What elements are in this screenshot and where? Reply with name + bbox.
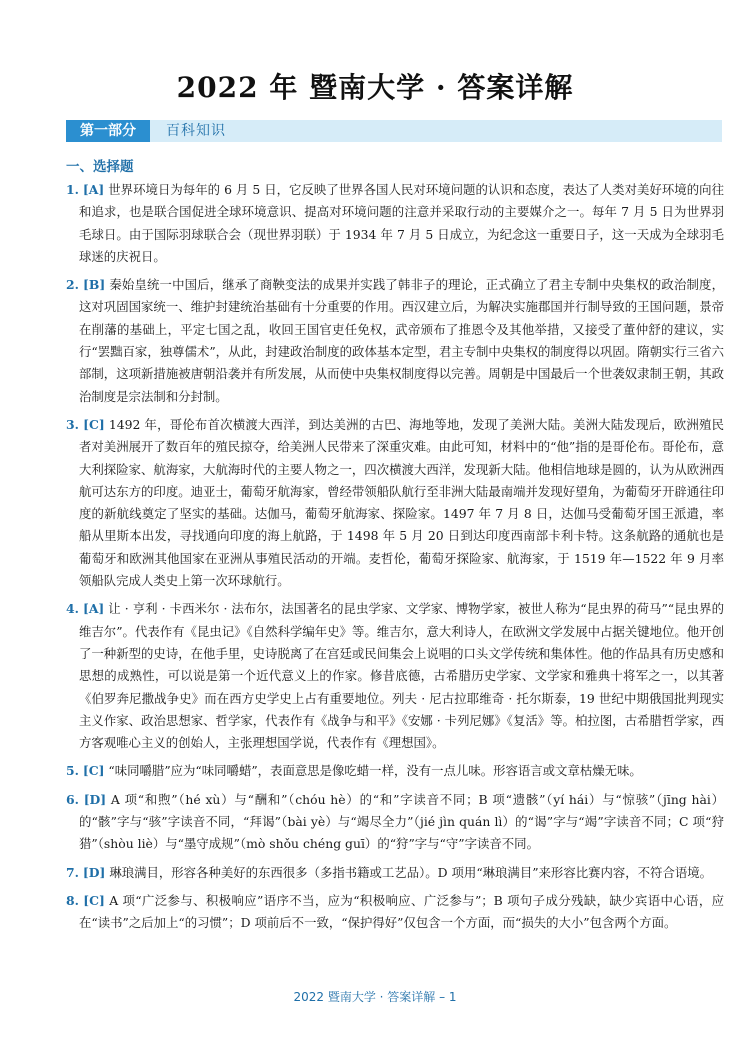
answer-key: [B] — [83, 277, 106, 293]
section-tag: 第一部分 — [66, 120, 150, 142]
question-number: 7. — [66, 864, 79, 880]
subheading: 一、选择题 — [66, 159, 134, 175]
question-item — [66, 274, 724, 408]
answer-key: [C] — [82, 763, 105, 779]
answer-key: [C] — [83, 892, 105, 908]
answer-key: [C] — [83, 416, 105, 432]
explanation-text: 世界环境日为每年的 6 月 5 日，它反映了世界各国人民对环境问题的认识和态度，表达了人类对美好环境的向往和追求，也是联合国促进全球环境意识、提高对环境问题的注意并采取行动的主要媒介之一。每年 7 月 5 日为世界羽毛球日。由于国际羽球联合会（现世界羽联）于 1934 年 7 月 5 日成立，为纪念这一重要日子，这一天成为全球羽毛球迷的庆祝日。 — [79, 182, 724, 264]
explanation-text: 秦始皇统一中国后，继承了商鞅变法的成果并实践了韩非子的理论，正式确立了君主专制中央集权的政治制度，这对巩固国家统一、维护封建统治基础有十分重要的作用。西汉建立后，为解决实施郡国并行制导致的王国问题，景帝在削藩的基础上，平定七国之乱，收回王国官吏任免权，武帝颁布了推恩令及其他举措，又接受了董仲舒的建议，实行“罢黜百家，独尊儒术”，从此，封建政治制度的政体基本定型，君主专制中央集权的制度得以巩固。隋朝实行三省六部制，这项新措施被唐朝沿袭并有所发展，从而使中央集权制度得以完善。周朝是中国最后一个世袭奴隶制王朝，其政治制度是宗法制和分封制。 — [79, 277, 724, 404]
answer-key: [D] — [83, 791, 107, 807]
question-item — [66, 789, 724, 856]
question-item — [66, 414, 724, 592]
question-item — [66, 862, 724, 884]
explanation-text: A 项“和煦”（hé xù）与“酬和”（chóu hè）的“和”字读音不同；B 项“遗骸”（yí hái）与“惊骇”（jīng hài）的“骸”字与“骇”字读音不同，“拜谒”（bài yè）与“竭尽全力”（jié jìn quán lì）的“谒”字与“竭”字读音不同；C 项“狩猎”（shòu liè）与“墨守成规”（mò shǒu chéng guī）的“狩”字与“守”字读音不同。 — [79, 791, 724, 852]
explanation-text: A 项“广泛参与、积极响应”语序不当，应为“积极响应、广泛参与”；B 项句子成分残缺，缺少宾语中心语，应在“读书”之后加上“的习惯”；D 项前后不一致，“保护得好”仅包含一个方面，而“损失的大小”包含两个方面。 — [79, 892, 724, 931]
question-item — [66, 179, 724, 268]
answer-key: [A] — [82, 182, 105, 197]
section-name: 百科知识 — [166, 123, 226, 139]
page-footer: 2022 暨南大学 · 答案详解 – 1 — [293, 990, 457, 1004]
question-number: 2. — [66, 277, 79, 293]
section-header — [66, 120, 722, 142]
question-item — [66, 890, 724, 935]
question-list — [66, 179, 724, 941]
question-item — [66, 598, 724, 754]
question-number: 4. — [66, 601, 79, 617]
question-number: 3. — [66, 416, 79, 432]
question-item — [66, 760, 724, 782]
explanation-text: 琳琅满目，形容各种美好的东西很多（多指书籍或工艺品）。D 项用“琳琅满目”来形容比赛内容，不符合语境。 — [105, 864, 713, 880]
explanation-text: 1492 年，哥伦布首次横渡大西洋，到达美洲的古巴、海地等地，发现了美洲大陆。美洲大陆发现后，欧洲殖民者对美洲展开了数百年的殖民掠夺，给美洲人民带来了深重灾难。由此可知，材料中的“他”指的是哥伦布。哥伦布，意大利探险家、航海家，大航海时代的主要人物之一，四次横渡大西洋，发现新大陆。他相信地球是圆的，认为从欧洲西航可达东方的印度。迪亚士，葡萄牙航海家，曾经带领船队航行至非洲大陆最南端并发现好望角，为葡萄牙开辟通往印度的新航线奠定了坚实的基础。达伽马，葡萄牙航海家、探险家。1497 年 7 月 8 日，达伽马受葡萄牙国王派遣，率船从里斯本出发，寻找通向印度的海上航路，于 1498 年 5 月 20 日到达印度西南部卡利卡特。这条航路的通航也是葡萄牙和欧洲其他国家在亚洲从事殖民活动的开端。麦哲伦，葡萄牙探险家、航海家，于 1519 年—1522 年 9 月率领船队完成人类史上第一次环球航行。 — [79, 416, 724, 589]
explanation-text: 让 · 亨利 · 卡西米尔 · 法布尔，法国著名的昆虫学家、文学家、博物学家，被世人称为“昆虫界的荷马”“昆虫界的维吉尔”。代表作有《昆虫记》《自然科学编年史》等。维吉尔，意大利诗人，在欧洲文学发展中占据关键地位。他开创了一种新型的史诗，在他手里，史诗脱离了在宫廷或民间集会上说唱的口头文学传统和集体性。他的作品具有历史感和思想的成熟性，可以说是第一个近代意义上的作家。修昔底德，古希腊历史学家、文学家和雅典十将军之一，以其著《伯罗奔尼撒战争史》而在西方史学史上占有重要地位。列夫 · 尼古拉耶维奇 · 托尔斯泰，19 世纪中期俄国批判现实主义作家、政治思想家、哲学家，代表作有《战争与和平》《安娜 · 卡列尼娜》《复活》等。柏拉图，古希腊哲学家，西方客观唯心主义的创始人，主张理想国学说，代表作有《理想国》。 — [79, 601, 724, 751]
question-number: 5. — [66, 763, 79, 779]
answer-key: [A] — [82, 601, 105, 617]
question-number: 8. — [66, 892, 79, 908]
answer-key: [D] — [82, 864, 106, 880]
question-number: 1. — [66, 182, 79, 197]
page-title: 2022 年 暨南大学 · 答案详解 — [176, 71, 574, 104]
question-number: 6. — [66, 791, 79, 807]
explanation-text: “味同嚼腊”应为“味同嚼蜡”，表面意思是像吃蜡一样，没有一点儿味。形容语言或文章枯燥无味。 — [104, 763, 642, 779]
